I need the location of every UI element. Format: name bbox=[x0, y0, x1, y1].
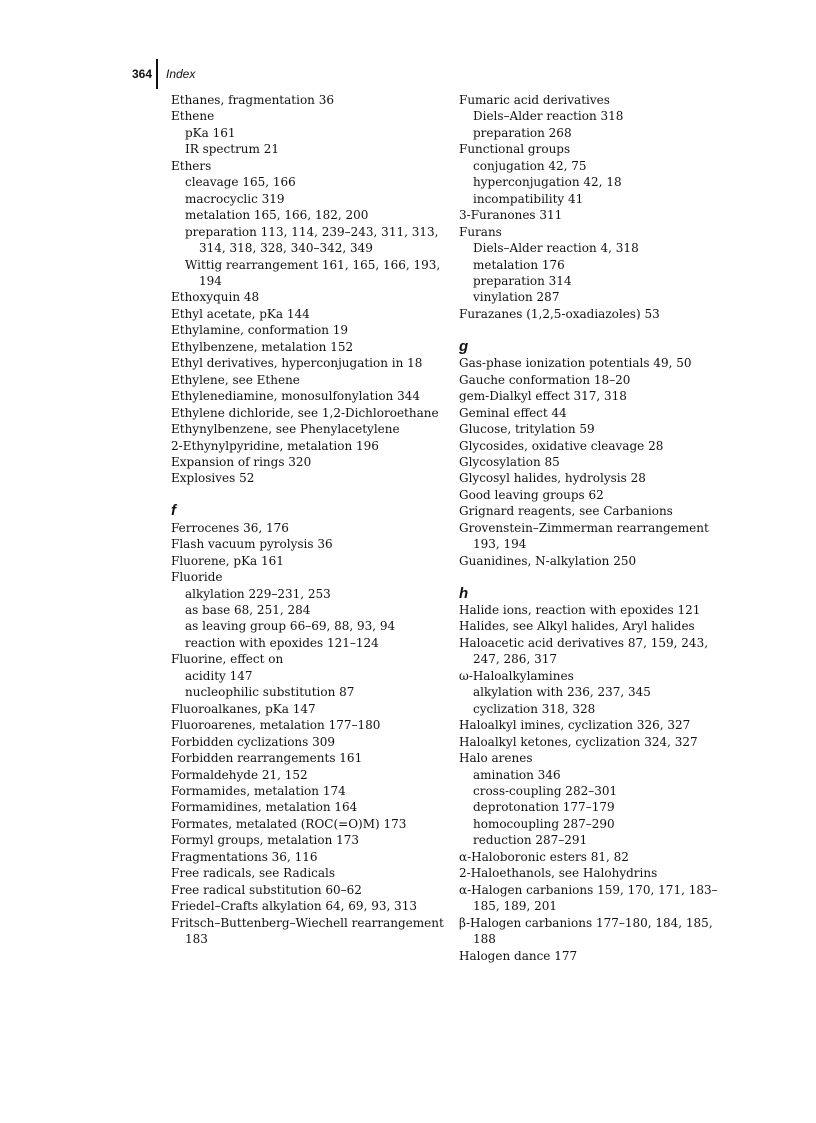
index-entry: Flash vacuum pyrolysis 36 bbox=[171, 537, 333, 552]
index-entry: Glycosylation 85 bbox=[459, 454, 560, 469]
index-entry: Geminal effect 44 bbox=[459, 405, 567, 420]
index-entry: β-Halogen carbanions 177–180, 184, 185, 188 bbox=[459, 915, 713, 947]
index-entry: Haloacetic acid derivatives 87, 159, 243, 247, 286, 317 bbox=[459, 635, 709, 667]
index-subentry: metalation 176 bbox=[473, 257, 565, 272]
index-subentry: Diels–Alder reaction 318 bbox=[473, 109, 624, 124]
index-subentry: cross-coupling 282–301 bbox=[473, 784, 618, 798]
index-entry: Ethoxyquin 48 bbox=[171, 290, 260, 305]
index-entry: Glycosyl halides, hydrolysis 28 bbox=[459, 471, 646, 486]
index-entry: Ethanes, fragmentation 36 bbox=[171, 93, 334, 107]
index-entry: Halogen dance 177 bbox=[459, 948, 578, 963]
index-entry: Fumaric acid derivatives bbox=[459, 93, 610, 107]
index-entry: Haloalkyl imines, cyclization 326, 327 bbox=[459, 718, 691, 733]
index-entry: 2-Haloethanols, see Halohydrins bbox=[459, 866, 658, 881]
index-subentry: homocoupling 287–290 bbox=[473, 816, 615, 831]
index-entry: Fluorine, effect on bbox=[171, 652, 284, 667]
page-number: 364 bbox=[131, 67, 152, 81]
index-subentry: hyperconjugation 42, 18 bbox=[473, 175, 622, 190]
index-subentry: deprotonation 177–179 bbox=[473, 800, 615, 815]
index-entry: Ethene bbox=[171, 109, 215, 124]
section-letter: f bbox=[171, 502, 176, 520]
index-entry: Formamidines, metalation 164 bbox=[171, 800, 358, 815]
index-subentry: acidity 147 bbox=[185, 668, 253, 683]
index-entry: Ethyl acetate, pKa 144 bbox=[171, 306, 310, 321]
index-entry: Gas-phase ionization potentials 49, 50 bbox=[459, 356, 692, 371]
index-subentry: conjugation 42, 75 bbox=[473, 158, 587, 173]
index-subentry: as base 68, 251, 284 bbox=[185, 603, 311, 618]
index-entry: Fritsch–Buttenberg–Wiechell rearrangement 183 bbox=[171, 915, 444, 947]
index-entry: Grovenstein–Zimmerman rearrangement 193, 194 bbox=[459, 520, 709, 552]
index-subentry: incompatibility 41 bbox=[473, 191, 584, 206]
index-entry: Friedel–Crafts alkylation 64, 69, 93, 313 bbox=[171, 899, 417, 914]
index-entry: Formamides, metalation 174 bbox=[171, 784, 346, 799]
index-subentry: IR spectrum 21 bbox=[185, 142, 280, 157]
index-entry: Ethyl derivatives, hyperconjugation in 18 bbox=[171, 356, 423, 371]
index-subentry: amination 346 bbox=[473, 767, 561, 782]
index-subentry: vinylation 287 bbox=[473, 290, 560, 305]
index-subentry: cyclization 318, 328 bbox=[473, 701, 596, 716]
index-entry: Fluoroalkanes, pKa 147 bbox=[171, 701, 316, 716]
index-entry: Furans bbox=[459, 224, 502, 239]
index-column-right bbox=[459, 92, 734, 964]
index-entry: Ethylene dichloride, see 1,2-Dichloroethane bbox=[171, 405, 439, 420]
index-entry: α-Halogen carbanions 159, 170, 171, 183–185, 189, 201 bbox=[459, 882, 718, 914]
index-entry: Gauche conformation 18–20 bbox=[459, 372, 631, 387]
index-entry: Halides, see Alkyl halides, Aryl halides bbox=[459, 619, 695, 634]
index-entry: gem-Dialkyl effect 317, 318 bbox=[459, 389, 627, 404]
index-entry: Functional groups bbox=[459, 142, 571, 157]
index-entry: Formyl groups, metalation 173 bbox=[171, 833, 360, 848]
index-entry: Ferrocenes 36, 176 bbox=[171, 520, 289, 535]
index-entry: Grignard reagents, see Carbanions bbox=[459, 504, 673, 519]
index-entry: Ethers bbox=[171, 158, 212, 173]
section-letter: h bbox=[459, 584, 469, 602]
section-letter: g bbox=[459, 337, 469, 355]
index-subentry: preparation 268 bbox=[473, 125, 572, 140]
index-subentry: macrocyclic 319 bbox=[185, 191, 285, 206]
index-entry: Fluorene, pKa 161 bbox=[171, 553, 284, 568]
index-subentry: as leaving group 66–69, 88, 93, 94 bbox=[185, 619, 396, 634]
index-entry: Glycosides, oxidative cleavage 28 bbox=[459, 438, 664, 453]
index-subentry: preparation 314 bbox=[473, 273, 572, 288]
index-entry: Ethylene, see Ethene bbox=[171, 372, 300, 387]
index-subentry: alkylation with 236, 237, 345 bbox=[473, 685, 651, 700]
index-entry: Halide ions, reaction with epoxides 121 bbox=[459, 603, 701, 618]
header-rule bbox=[156, 59, 158, 89]
index-entry: Explosives 52 bbox=[171, 471, 255, 486]
index-entry: Furazanes (1,2,5-oxadiazoles) 53 bbox=[459, 306, 660, 321]
index-subentry: metalation 165, 166, 182, 200 bbox=[185, 208, 369, 223]
index-entry: Good leaving groups 62 bbox=[459, 487, 604, 502]
index-subentry: reaction with epoxides 121–124 bbox=[185, 635, 379, 650]
index-entry: α-Haloboronic esters 81, 82 bbox=[459, 849, 629, 864]
index-subentry: alkylation 229–231, 253 bbox=[185, 586, 331, 601]
index-entry: Formaldehyde 21, 152 bbox=[171, 767, 308, 782]
index-entry: Fragmentations 36, 116 bbox=[171, 849, 318, 864]
index-entry: Expansion of rings 320 bbox=[171, 454, 312, 469]
index-subentry: nucleophilic substitution 87 bbox=[185, 685, 355, 700]
index-subentry: pKa 161 bbox=[185, 125, 236, 140]
index-entry: Glucose, tritylation 59 bbox=[459, 422, 595, 437]
index-subentry: Diels–Alder reaction 4, 318 bbox=[473, 241, 639, 256]
index-subentry: reduction 287–291 bbox=[473, 833, 588, 848]
index-entry: Ethynylbenzene, see Phenylacetylene bbox=[171, 422, 400, 437]
index-entry: 3-Furanones 311 bbox=[459, 208, 563, 223]
index-subentry: preparation 113, 114, 239–243, 311, 313, 314, 318, 328, 340–342, 349 bbox=[185, 224, 439, 256]
index-entry: Formates, metalated (ROC(=O)M) 173 bbox=[171, 816, 407, 831]
index-entry: ω-Haloalkylamines bbox=[459, 668, 574, 683]
index-subentry: cleavage 165, 166 bbox=[185, 175, 296, 190]
index-entry: Free radical substitution 60–62 bbox=[171, 882, 362, 897]
index-entry: Forbidden cyclizations 309 bbox=[171, 734, 336, 749]
index-entry: Fluoroarenes, metalation 177–180 bbox=[171, 718, 381, 733]
index-entry: Halo arenes bbox=[459, 751, 533, 766]
index-entry: Forbidden rearrangements 161 bbox=[171, 751, 363, 766]
index-entry: Haloalkyl ketones, cyclization 324, 327 bbox=[459, 734, 698, 749]
index-column-left bbox=[171, 92, 446, 948]
index-entry: Ethylenediamine, monosulfonylation 344 bbox=[171, 389, 420, 404]
index-entry: Fluoride bbox=[171, 570, 223, 585]
index-entry: Free radicals, see Radicals bbox=[171, 866, 336, 881]
running-title: Index bbox=[166, 67, 196, 81]
index-entry: Guanidines, N-alkylation 250 bbox=[459, 553, 637, 568]
index-entry: 2-Ethynylpyridine, metalation 196 bbox=[171, 438, 379, 453]
index-subentry: Wittig rearrangement 161, 165, 166, 193, 194 bbox=[185, 257, 441, 288]
index-entry: Ethylbenzene, metalation 152 bbox=[171, 339, 354, 354]
index-entry: Ethylamine, conformation 19 bbox=[171, 323, 349, 338]
page-header bbox=[106, 59, 195, 89]
